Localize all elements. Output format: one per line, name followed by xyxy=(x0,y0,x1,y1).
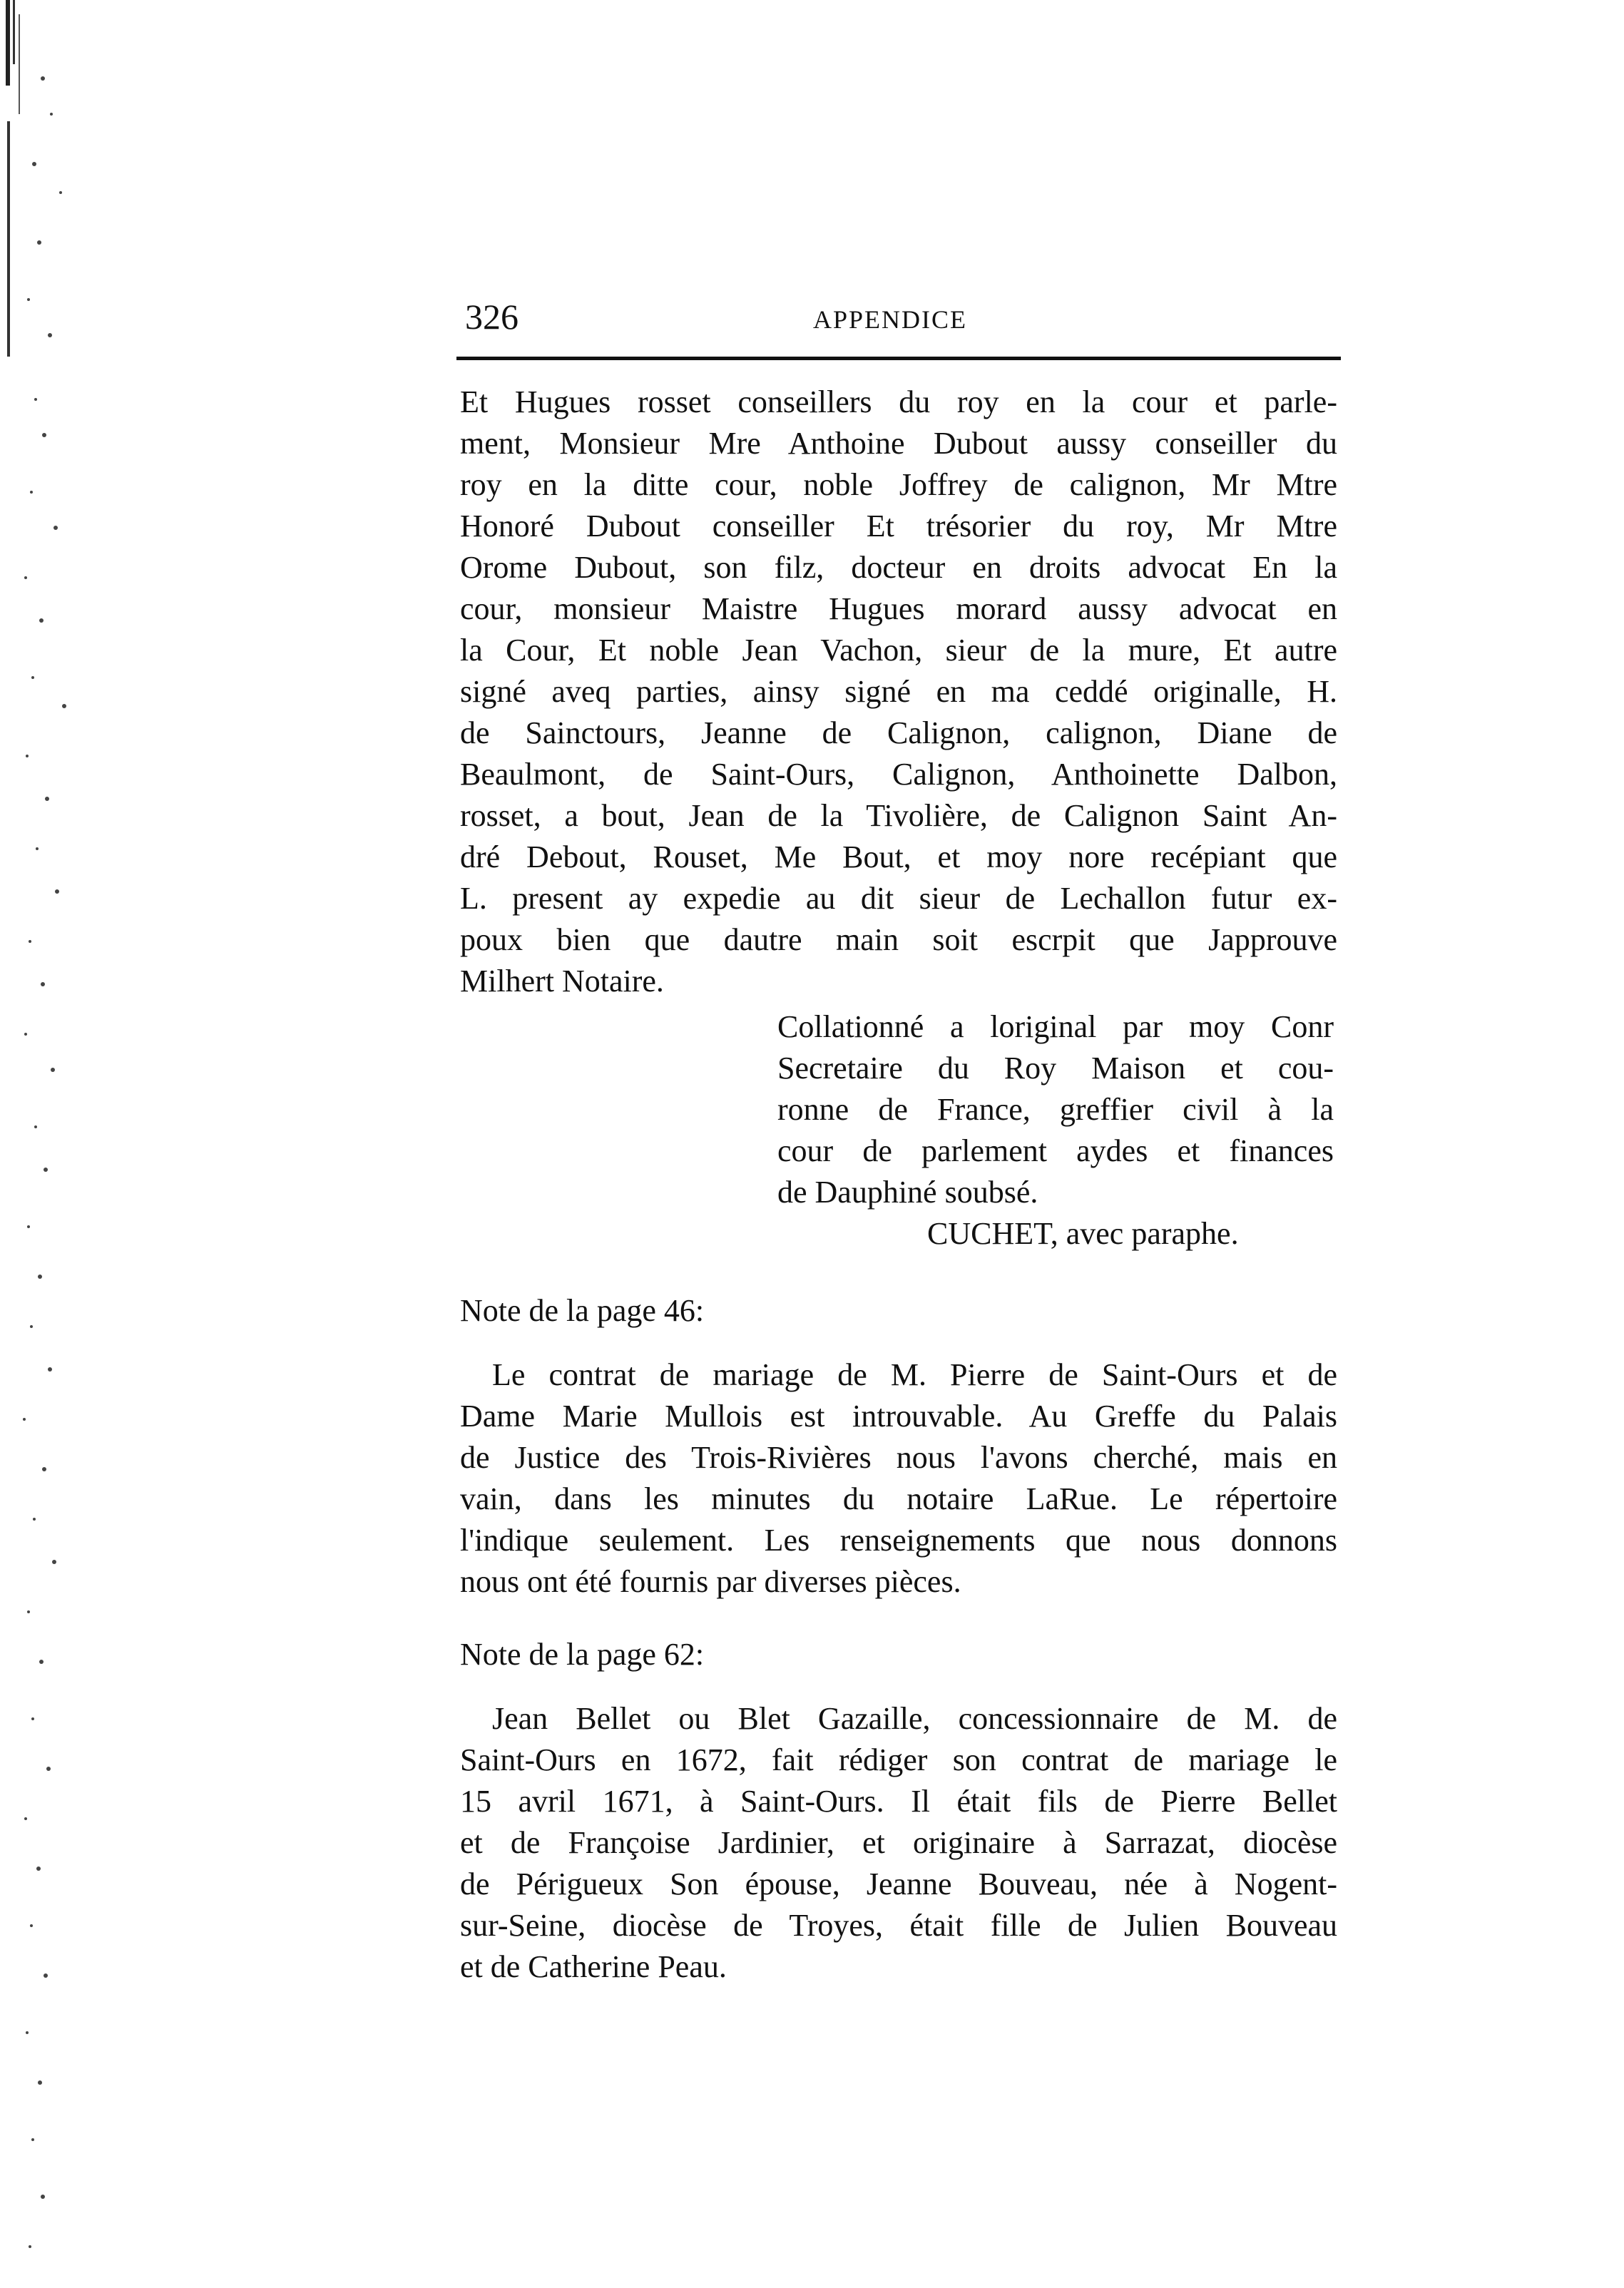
collation-line: ronne de France, greffier civil à la xyxy=(777,1092,1334,1127)
note-62-line: Jean Bellet ou Blet Gazaille, concessionnaire de M. de xyxy=(492,1701,1337,1736)
note-62-line: et de Catherine Peau. xyxy=(460,1949,727,1984)
deed-line: signé aveq parties, ainsy signé en ma ceddé originalle, H. xyxy=(460,674,1337,709)
note-46-line: nous ont été fournis par diverses pièces. xyxy=(460,1564,961,1599)
note-62-line: sur-Seine, diocèse de Troyes, était fille de Julien Bouveau xyxy=(460,1908,1337,1943)
deed-line: Et Hugues rosset conseillers du roy en la cour et parle- xyxy=(460,384,1337,419)
note-46-line: Le contrat de mariage de M. Pierre de Saint-Ours et de xyxy=(492,1357,1337,1392)
scan-edge-specks xyxy=(0,0,100,2288)
collation-line: cour de parlement aydes et finances xyxy=(777,1133,1334,1168)
note-62-line: Saint-Ours en 1672, fait rédiger son contrat de mariage le xyxy=(460,1742,1337,1777)
note-62-line: et de Françoise Jardinier, et originaire à Sarrazat, diocèse xyxy=(460,1825,1337,1860)
note-46-line: de Justice des Trois-Rivières nous l'avons cherché, mais en xyxy=(460,1440,1337,1475)
deed-line: Milhert Notaire. xyxy=(460,964,664,999)
deed-line: la Cour, Et noble Jean Vachon, sieur de la mure, Et autre xyxy=(460,633,1337,668)
note-46-line: vain, dans les minutes du notaire LaRue. Le répertoire xyxy=(460,1481,1337,1516)
note-62-line: de Périgueux Son épouse, Jeanne Bouveau, née à Nogent- xyxy=(460,1866,1337,1901)
note-62-line: 15 avril 1671, à Saint-Ours. Il était fils de Pierre Bellet xyxy=(460,1784,1337,1819)
deed-line: cour, monsieur Maistre Hugues morard aussy advocat en xyxy=(460,591,1337,626)
note-46-line: Dame Marie Mullois est introuvable. Au Greffe du Palais xyxy=(460,1399,1337,1434)
note-62-heading: Note de la page 62: xyxy=(460,1637,705,1672)
page-header xyxy=(456,296,1341,353)
deed-line: ment, Monsieur Mre Anthoine Dubout aussy conseiller du xyxy=(460,426,1337,461)
collation-line: Collationné a loriginal par moy Conr xyxy=(777,1009,1334,1044)
deed-line: Honoré Dubout conseiller Et trésorier du roy, Mr Mtre xyxy=(460,509,1337,543)
deed-line: dré Debout, Rouset, Me Bout, et moy nore recépiant que xyxy=(460,839,1337,874)
deed-line: de Sainctours, Jeanne de Calignon, calignon, Diane de xyxy=(460,715,1337,750)
deed-line: roy en la ditte cour, noble Joffrey de calignon, Mr Mtre xyxy=(460,467,1337,502)
page-number: 326 xyxy=(465,297,519,337)
collation-line: Secretaire du Roy Maison et cou- xyxy=(777,1051,1334,1086)
deed-line: Orome Dubout, son filz, docteur en droits advocat En la xyxy=(460,550,1337,585)
header-rule xyxy=(456,357,1341,360)
collation-line: de Dauphiné soubsé. xyxy=(777,1175,1038,1210)
signature-line: CUCHET, avec paraphe. xyxy=(927,1216,1239,1251)
running-title: APPENDICE xyxy=(813,305,968,334)
deed-line: rosset, a bout, Jean de la Tivolière, de Calignon Saint An- xyxy=(460,798,1337,833)
note-46-heading: Note de la page 46: xyxy=(460,1293,705,1328)
deed-line: Beaulmont, de Saint-Ours, Calignon, Anthoinette Dalbon, xyxy=(460,757,1337,792)
note-46-line: l'indique seulement. Les renseignements que nous donnons xyxy=(460,1523,1337,1558)
deed-line: L. present ay expedie au dit sieur de Lechallon futur ex- xyxy=(460,881,1337,916)
deed-line: poux bien que dautre main soit escrpit que Japprouve xyxy=(460,922,1337,957)
